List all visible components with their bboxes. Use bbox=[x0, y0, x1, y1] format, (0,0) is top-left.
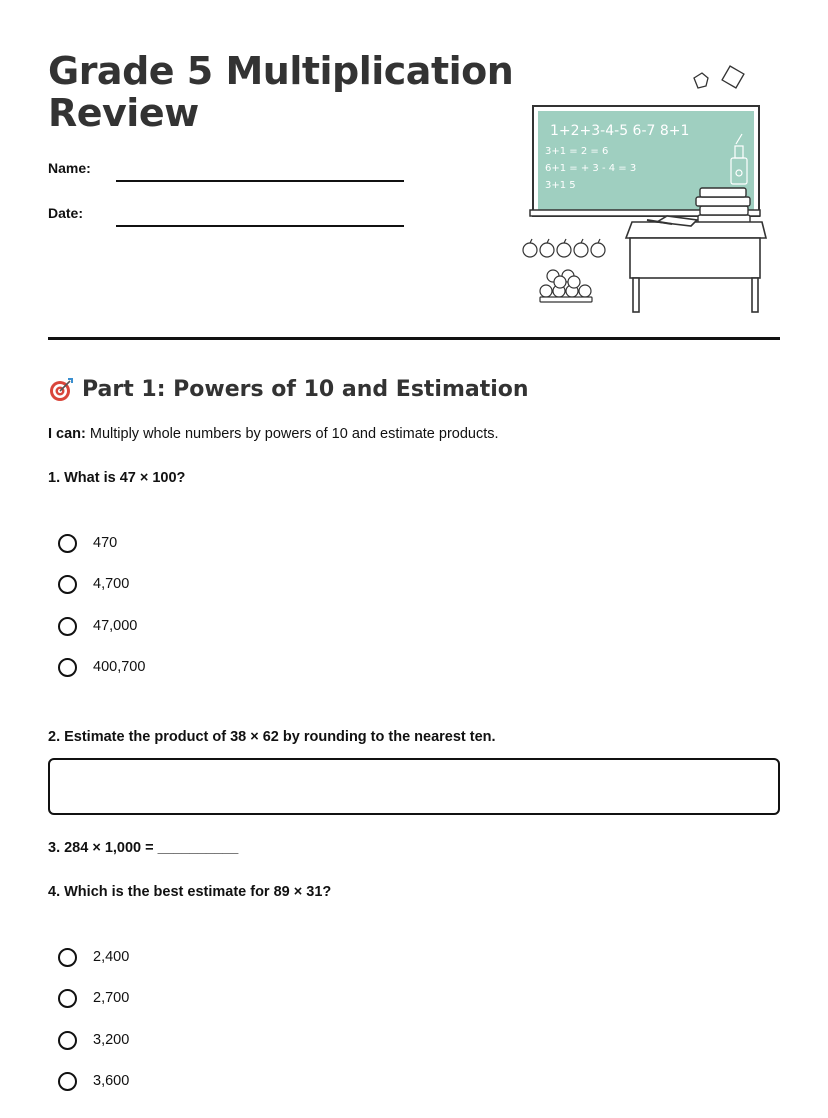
question-3: 3. 284 × 1,000 = __________ bbox=[48, 840, 239, 856]
ican-text: Multiply whole numbers by powers of 10 and estimate products. bbox=[85, 426, 499, 442]
option-label: 47,000 bbox=[93, 618, 138, 634]
q4-option-2[interactable] bbox=[58, 986, 129, 1010]
question-2: 2. Estimate the product of 38 × 62 by rounding to the nearest ten. bbox=[48, 729, 496, 745]
section-divider bbox=[48, 337, 780, 340]
apples-icon bbox=[523, 239, 605, 302]
option-label: 3,600 bbox=[93, 1073, 130, 1089]
option-label: 2,700 bbox=[93, 990, 130, 1006]
target-icon bbox=[48, 376, 74, 402]
date-line[interactable] bbox=[116, 225, 404, 227]
chalk-line-3: 6+1 = + 3 - 4 = 3 bbox=[545, 163, 637, 174]
option-label: 470 bbox=[93, 535, 118, 551]
option-label: 3,200 bbox=[93, 1032, 130, 1048]
option-label: 400,700 bbox=[93, 659, 146, 675]
chalk-line-4: 3+1 5 bbox=[545, 180, 576, 191]
q4-option-1[interactable] bbox=[58, 945, 129, 969]
books-icon bbox=[696, 188, 750, 225]
option-label: 2,400 bbox=[93, 949, 130, 965]
option-label: 4,700 bbox=[93, 576, 130, 592]
q2-answer-box[interactable] bbox=[48, 758, 780, 815]
question-1: 1. What is 47 × 100? bbox=[48, 470, 186, 486]
chalk-line-1: 1+2+3-4-5 6-7 8+1 bbox=[550, 123, 690, 139]
desk-icon bbox=[626, 216, 766, 312]
q1-option-2[interactable] bbox=[58, 572, 129, 596]
q4-option-4[interactable] bbox=[58, 1069, 129, 1093]
radio-button[interactable] bbox=[58, 534, 77, 553]
classroom-illustration bbox=[512, 60, 782, 320]
date-label: Date: bbox=[48, 205, 84, 221]
ican-label: I can: bbox=[48, 426, 86, 442]
q1-option-3[interactable] bbox=[58, 614, 137, 638]
radio-button[interactable] bbox=[58, 1031, 77, 1050]
chalk-line-2: 3+1 = 2 = 6 bbox=[545, 146, 609, 157]
learning-objective bbox=[48, 426, 499, 442]
radio-button[interactable] bbox=[58, 1072, 77, 1091]
name-line[interactable] bbox=[116, 180, 404, 182]
q1-option-1[interactable] bbox=[58, 531, 117, 555]
question-4: 4. Which is the best estimate for 89 × 31? bbox=[48, 884, 332, 900]
radio-button[interactable] bbox=[58, 948, 77, 967]
part1-title: Part 1: Powers of 10 and Estimation bbox=[82, 376, 529, 402]
q1-option-4[interactable] bbox=[58, 655, 145, 679]
q4-option-3[interactable] bbox=[58, 1028, 129, 1052]
radio-button[interactable] bbox=[58, 617, 77, 636]
radio-button[interactable] bbox=[58, 989, 77, 1008]
radio-button[interactable] bbox=[58, 658, 77, 677]
chalk-pieces-icon bbox=[694, 66, 744, 88]
radio-button[interactable] bbox=[58, 575, 77, 594]
part1-heading bbox=[48, 376, 529, 402]
name-label: Name: bbox=[48, 160, 91, 176]
worksheet-title: Grade 5 Multiplication Review bbox=[48, 49, 514, 135]
